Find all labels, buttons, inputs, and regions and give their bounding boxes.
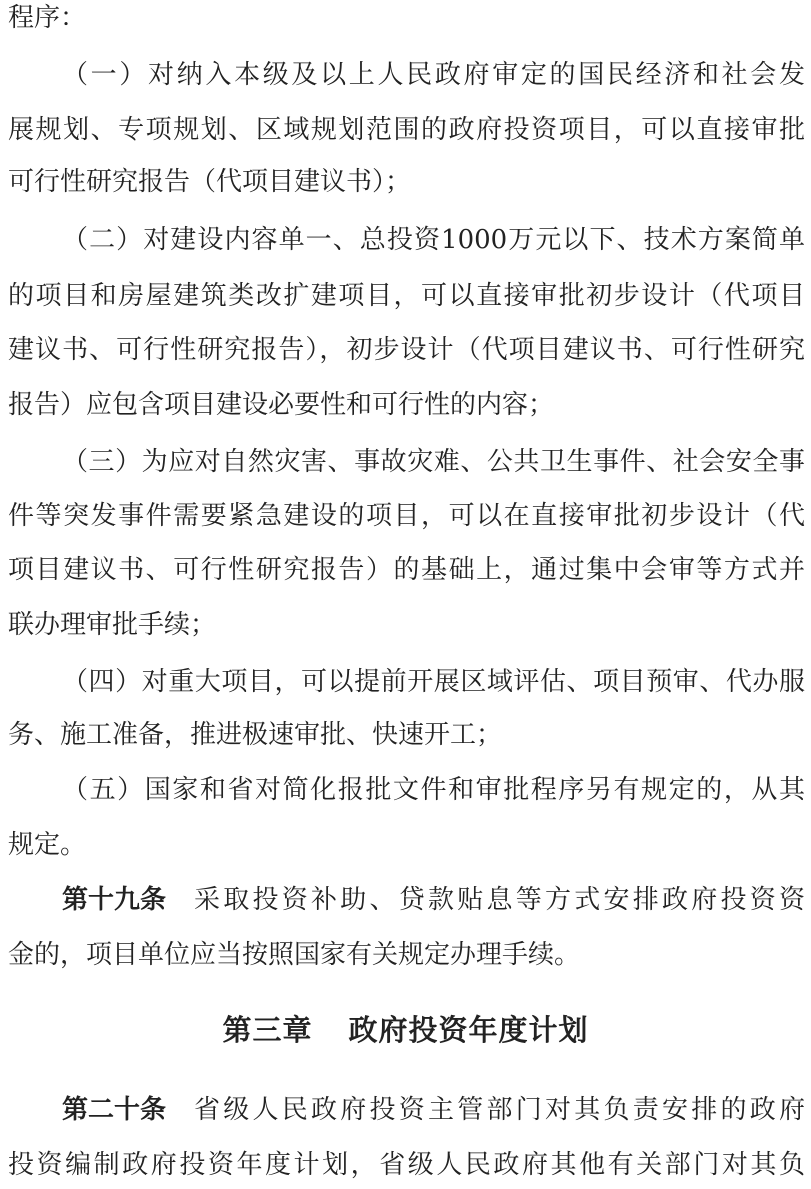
text-line: 建议书、可行性研究报告），初步设计（代项目建议书、可行性研究 <box>8 335 805 365</box>
text-line: 务、施工准备，推进极速审批、快速开工； <box>8 720 503 750</box>
text-line: 报告）应包含项目建设必要性和可行性的内容； <box>8 390 555 420</box>
chapter-title: 政府投资年度计划 <box>348 1013 589 1047</box>
chapter-number: 第三章 <box>222 1013 313 1047</box>
text-line: 金的，项目单位应当按照国家有关规定办理手续。 <box>8 940 581 970</box>
text-line: 展规划、专项规划、区域规划范围的政府投资项目，可以直接审批 <box>8 115 805 145</box>
text-line: 规定。 <box>8 830 87 860</box>
text-line: 的项目和房屋建筑类改扩建项目，可以直接审批初步设计（代项目 <box>8 281 805 311</box>
article-text: 采取投资补助、贷款贴息等方式安排政府投资资 <box>194 885 805 915</box>
article-20-line <box>62 1090 805 1130</box>
text-line: 程序： <box>8 3 87 33</box>
text-line: 项目建议书、可行性研究报告）的基础上，通过集中会审等方式并 <box>8 555 805 585</box>
text-line: （四）对重大项目，可以提前开展区域评估、项目预审、代办服 <box>62 667 805 697</box>
text-line: 可行性研究报告（代项目建议书）； <box>8 167 412 197</box>
text-line: 投资编制政府投资年度计划，省级人民政府其他有关部门对其负 <box>8 1150 805 1180</box>
text-line: 联办理审批手续； <box>8 610 217 640</box>
text-line: （五）国家和省对简化报批文件和审批程序另有规定的，从其 <box>62 775 805 805</box>
text-line: 件等突发事件需要紧急建设的项目，可以在直接审批初步设计（代 <box>8 501 805 531</box>
article-label: 第十九条 <box>62 885 167 915</box>
text-line: （二）对建设内容单一、总投资1000万元以下、技术方案简单 <box>62 225 805 255</box>
chapter-heading <box>0 1010 811 1050</box>
text-line: （一）对纳入本级及以上人民政府审定的国民经济和社会发 <box>62 60 805 90</box>
article-label: 第二十条 <box>62 1095 167 1125</box>
article-19-line <box>62 880 805 920</box>
text-line: （三）为应对自然灾害、事故灾难、公共卫生事件、社会安全事 <box>62 447 805 477</box>
article-text: 省级人民政府投资主管部门对其负责安排的政府 <box>194 1095 805 1125</box>
